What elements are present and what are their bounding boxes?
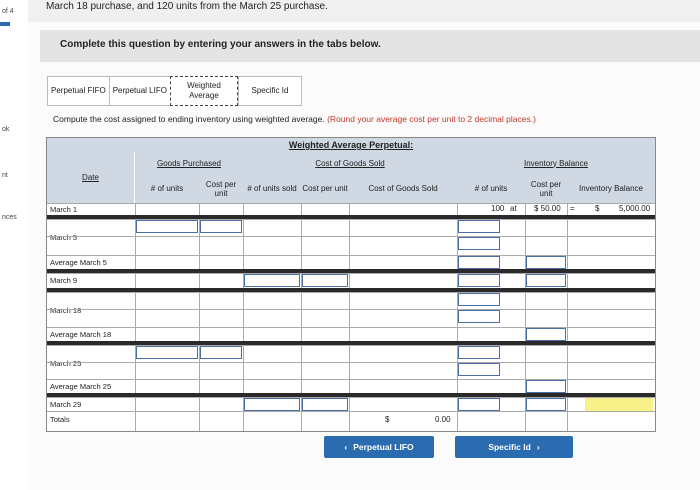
col-inv-units: # of units bbox=[457, 174, 525, 203]
inventory-balance-text: Inventory Balance bbox=[523, 158, 589, 168]
col-cost-per-unit-sold: Cost per unit bbox=[301, 174, 349, 203]
sidebar-label-page: of 4 bbox=[2, 8, 14, 15]
col-units: # of units bbox=[135, 174, 199, 203]
totals-dollar: $ bbox=[385, 415, 390, 424]
march29-cost-input[interactable] bbox=[302, 398, 348, 411]
row-label-march-25: March 25 bbox=[50, 359, 82, 368]
tab-specific-id[interactable]: Specific Id bbox=[238, 76, 302, 106]
instruction-note: (Round your average cost per unit to 2 decimal places.) bbox=[327, 114, 536, 124]
goods-purchased-text: Goods Purchased bbox=[156, 158, 222, 168]
sidebar-label-references: nces bbox=[2, 214, 17, 221]
march1-cost: $ 50.00 bbox=[534, 204, 561, 213]
answer-tabs bbox=[47, 76, 302, 104]
ending-inventory-cell[interactable] bbox=[585, 398, 653, 411]
instruction-line bbox=[53, 114, 536, 124]
march29-inv-cost-input[interactable] bbox=[526, 398, 566, 411]
date-header bbox=[47, 152, 135, 203]
march9-inv-cost-input[interactable] bbox=[526, 274, 566, 287]
march1-dollar: $ bbox=[595, 204, 600, 213]
march5-cost-input[interactable] bbox=[200, 220, 242, 233]
cogs-group-text: Cost of Goods Sold bbox=[315, 158, 385, 168]
col-inv-balance: Inventory Balance bbox=[567, 174, 655, 203]
tab-perpetual-fifo[interactable]: Perpetual FIFO bbox=[47, 76, 109, 106]
avg-march18-cost-input[interactable] bbox=[526, 328, 566, 341]
march25-inv-units-input-2[interactable] bbox=[458, 363, 500, 376]
sub-row-line bbox=[47, 236, 655, 237]
march29-inv-units-input[interactable] bbox=[458, 398, 500, 411]
inventory-balance-header bbox=[457, 152, 655, 174]
row-label-average-march-18: Average March 18 bbox=[50, 330, 112, 339]
march5-inv-units-input[interactable] bbox=[458, 220, 500, 233]
march18-inv-units-input[interactable] bbox=[458, 293, 500, 306]
avg-march5-units-input[interactable] bbox=[458, 256, 500, 269]
march1-balance: 5,000.00 bbox=[619, 204, 651, 213]
sidebar-label-print: nt bbox=[2, 172, 8, 179]
table-title bbox=[47, 140, 655, 152]
row-label-march-29: March 29 bbox=[50, 400, 82, 409]
march18-inv-units-input-2[interactable] bbox=[458, 310, 500, 323]
progress-marker bbox=[0, 22, 10, 26]
chevron-right-icon: › bbox=[536, 442, 540, 452]
table-row bbox=[47, 203, 655, 215]
prev-tab-button[interactable] bbox=[324, 436, 434, 458]
tab-weighted-average[interactable]: Weighted Average bbox=[170, 76, 238, 106]
question-text: March 18 purchase, and 120 units from the March 25 purchase. bbox=[46, 1, 328, 12]
avg-march5-cost-input[interactable] bbox=[526, 256, 566, 269]
march5-units-input[interactable] bbox=[136, 220, 198, 233]
sidebar-label-book: ok bbox=[2, 126, 10, 133]
table-title-text: Weighted Average Perpetual: bbox=[288, 140, 414, 150]
left-sidebar bbox=[0, 0, 28, 490]
march1-equals: = bbox=[570, 204, 575, 213]
march25-cost-input[interactable] bbox=[200, 346, 242, 359]
row-label-average-march-5: Average March 5 bbox=[50, 258, 107, 267]
table-row bbox=[47, 411, 655, 431]
totals-cogs: 0.00 bbox=[435, 415, 451, 424]
col-cogs: Cost of Goods Sold bbox=[349, 174, 457, 203]
march9-inv-units-input[interactable] bbox=[458, 274, 500, 287]
march5-inv-units-input-2[interactable] bbox=[458, 237, 500, 250]
march29-units-sold-input[interactable] bbox=[244, 398, 300, 411]
march1-at: at bbox=[510, 204, 517, 213]
row-label-march-9: March 9 bbox=[50, 276, 78, 285]
col-cost-per-unit: Cost per unit bbox=[199, 174, 243, 203]
inventory-table bbox=[46, 137, 656, 432]
cogs-group-header bbox=[243, 152, 457, 174]
sub-row-line bbox=[47, 362, 655, 363]
instructions-bar bbox=[40, 30, 700, 62]
row-label-totals: Totals bbox=[50, 415, 70, 424]
prev-tab-label: Perpetual LIFO bbox=[353, 442, 414, 452]
row-label-march-18: March 18 bbox=[50, 306, 82, 315]
march9-units-sold-input[interactable] bbox=[244, 274, 300, 287]
sub-row-line bbox=[47, 309, 655, 310]
march25-units-input[interactable] bbox=[136, 346, 198, 359]
instructions-text: Complete this question by entering your answers in the tabs below. bbox=[60, 39, 381, 50]
goods-purchased-header bbox=[135, 152, 243, 174]
march25-inv-units-input[interactable] bbox=[458, 346, 500, 359]
march9-cost-input[interactable] bbox=[302, 274, 348, 287]
next-tab-label: Specific Id bbox=[488, 442, 531, 452]
col-units-sold: # of units sold bbox=[243, 174, 301, 203]
march1-units: 100 bbox=[491, 204, 505, 213]
tab-perpetual-lifo[interactable]: Perpetual LIFO bbox=[109, 76, 170, 106]
instruction-text: Compute the cost assigned to ending inventory using weighted average. bbox=[53, 114, 325, 124]
row-label-average-march-25: Average March 25 bbox=[50, 382, 112, 391]
avg-march25-cost-input[interactable] bbox=[526, 380, 566, 393]
date-header-text: Date bbox=[82, 173, 99, 182]
row-label-march-5: March 5 bbox=[50, 233, 78, 242]
row-label-march-1: March 1 bbox=[50, 205, 78, 214]
chevron-left-icon: ‹ bbox=[344, 442, 348, 452]
next-tab-button[interactable] bbox=[455, 436, 573, 458]
col-inv-cost-per-unit: Cost per unit bbox=[525, 174, 567, 203]
